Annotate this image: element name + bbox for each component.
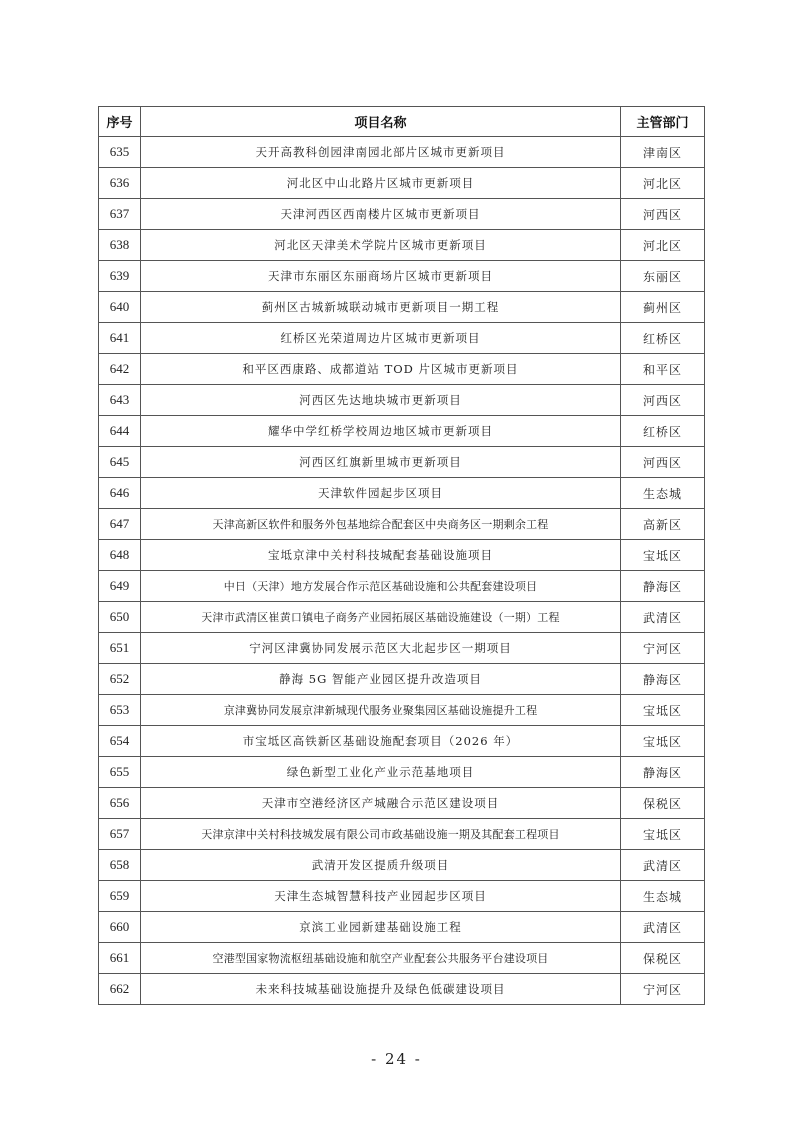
row-department: 红桥区 xyxy=(621,323,705,354)
row-serial-number: 647 xyxy=(99,509,141,540)
row-serial-number: 653 xyxy=(99,695,141,726)
table-row xyxy=(99,695,705,726)
row-serial-number: 644 xyxy=(99,416,141,447)
row-project-name: 天津高新区软件和服务外包基地综合配套区中央商务区一期剩余工程 xyxy=(141,509,621,540)
row-project-name: 静海 5G 智能产业园区提升改造项目 xyxy=(141,664,621,695)
row-department: 宝坻区 xyxy=(621,695,705,726)
row-project-name: 未来科技城基础设施提升及绿色低碳建设项目 xyxy=(141,974,621,1005)
row-serial-number: 658 xyxy=(99,850,141,881)
row-serial-number: 642 xyxy=(99,354,141,385)
header-project-name: 项目名称 xyxy=(141,107,621,137)
row-project-name: 河北区天津美术学院片区城市更新项目 xyxy=(141,230,621,261)
row-department: 宝坻区 xyxy=(621,726,705,757)
table-row xyxy=(99,540,705,571)
row-project-name: 天津河西区西南楼片区城市更新项目 xyxy=(141,199,621,230)
row-department: 津南区 xyxy=(621,137,705,168)
row-department: 河西区 xyxy=(621,447,705,478)
row-project-name: 天津生态城智慧科技产业园起步区项目 xyxy=(141,881,621,912)
row-serial-number: 652 xyxy=(99,664,141,695)
page-number: - 24 - xyxy=(371,1050,422,1068)
row-project-name: 蓟州区古城新城联动城市更新项目一期工程 xyxy=(141,292,621,323)
table-row xyxy=(99,199,705,230)
row-project-name: 武清开发区提质升级项目 xyxy=(141,850,621,881)
row-department: 生态城 xyxy=(621,478,705,509)
row-serial-number: 648 xyxy=(99,540,141,571)
row-project-name: 天津市空港经济区产城融合示范区建设项目 xyxy=(141,788,621,819)
row-project-name: 天津市武清区崔黄口镇电子商务产业园拓展区基础设施建设（一期）工程 xyxy=(141,602,621,633)
row-project-name: 河西区先达地块城市更新项目 xyxy=(141,385,621,416)
table-row xyxy=(99,850,705,881)
row-serial-number: 645 xyxy=(99,447,141,478)
table-row xyxy=(99,819,705,850)
header-serial-number: 序号 xyxy=(99,107,141,137)
row-department: 保税区 xyxy=(621,788,705,819)
row-project-name: 绿色新型工业化产业示范基地项目 xyxy=(141,757,621,788)
table-row xyxy=(99,137,705,168)
row-serial-number: 639 xyxy=(99,261,141,292)
row-serial-number: 662 xyxy=(99,974,141,1005)
row-project-name: 京津冀协同发展京津新城现代服务业聚集园区基础设施提升工程 xyxy=(141,695,621,726)
table-row xyxy=(99,788,705,819)
row-serial-number: 646 xyxy=(99,478,141,509)
row-department: 宁河区 xyxy=(621,633,705,664)
table-row xyxy=(99,757,705,788)
table-row xyxy=(99,323,705,354)
row-serial-number: 651 xyxy=(99,633,141,664)
row-project-name: 宝坻京津中关村科技城配套基础设施项目 xyxy=(141,540,621,571)
table-row xyxy=(99,168,705,199)
row-project-name: 红桥区光荣道周边片区城市更新项目 xyxy=(141,323,621,354)
row-department: 红桥区 xyxy=(621,416,705,447)
row-project-name: 天津软件园起步区项目 xyxy=(141,478,621,509)
header-row xyxy=(99,107,705,137)
row-department: 静海区 xyxy=(621,664,705,695)
row-department: 高新区 xyxy=(621,509,705,540)
row-project-name: 河西区红旗新里城市更新项目 xyxy=(141,447,621,478)
row-serial-number: 657 xyxy=(99,819,141,850)
row-department: 和平区 xyxy=(621,354,705,385)
row-serial-number: 637 xyxy=(99,199,141,230)
row-project-name: 河北区中山北路片区城市更新项目 xyxy=(141,168,621,199)
row-department: 武清区 xyxy=(621,912,705,943)
row-department: 静海区 xyxy=(621,757,705,788)
row-serial-number: 636 xyxy=(99,168,141,199)
row-project-name: 天开高教科创园津南园北部片区城市更新项目 xyxy=(141,137,621,168)
table-row xyxy=(99,881,705,912)
table-row xyxy=(99,726,705,757)
table-row xyxy=(99,354,705,385)
table-row xyxy=(99,230,705,261)
row-project-name: 京滨工业园新建基础设施工程 xyxy=(141,912,621,943)
row-serial-number: 654 xyxy=(99,726,141,757)
row-project-name: 中日（天津）地方发展合作示范区基础设施和公共配套建设项目 xyxy=(141,571,621,602)
header-department: 主管部门 xyxy=(621,107,705,137)
project-table-container xyxy=(98,106,704,1005)
row-serial-number: 661 xyxy=(99,943,141,974)
row-department: 静海区 xyxy=(621,571,705,602)
row-department: 宁河区 xyxy=(621,974,705,1005)
row-department: 河西区 xyxy=(621,199,705,230)
row-department: 河北区 xyxy=(621,168,705,199)
row-serial-number: 659 xyxy=(99,881,141,912)
row-serial-number: 640 xyxy=(99,292,141,323)
row-project-name: 耀华中学红桥学校周边地区城市更新项目 xyxy=(141,416,621,447)
table-row xyxy=(99,416,705,447)
row-project-name: 天津市东丽区东丽商场片区城市更新项目 xyxy=(141,261,621,292)
row-department: 保税区 xyxy=(621,943,705,974)
row-serial-number: 655 xyxy=(99,757,141,788)
row-serial-number: 650 xyxy=(99,602,141,633)
table-row xyxy=(99,478,705,509)
table-row xyxy=(99,292,705,323)
table-row xyxy=(99,974,705,1005)
row-department: 生态城 xyxy=(621,881,705,912)
project-table xyxy=(98,106,705,1005)
row-serial-number: 649 xyxy=(99,571,141,602)
row-serial-number: 656 xyxy=(99,788,141,819)
row-department: 武清区 xyxy=(621,850,705,881)
table-row xyxy=(99,664,705,695)
table-row xyxy=(99,912,705,943)
row-serial-number: 641 xyxy=(99,323,141,354)
row-serial-number: 660 xyxy=(99,912,141,943)
row-serial-number: 638 xyxy=(99,230,141,261)
row-department: 武清区 xyxy=(621,602,705,633)
row-serial-number: 635 xyxy=(99,137,141,168)
table-header xyxy=(99,107,705,137)
table-row xyxy=(99,261,705,292)
row-project-name: 市宝坻区高铁新区基础设施配套项目（2026 年） xyxy=(141,726,621,757)
row-serial-number: 643 xyxy=(99,385,141,416)
table-body xyxy=(99,137,705,1005)
row-department: 蓟州区 xyxy=(621,292,705,323)
row-department: 河西区 xyxy=(621,385,705,416)
row-project-name: 空港型国家物流枢纽基础设施和航空产业配套公共服务平台建设项目 xyxy=(141,943,621,974)
row-project-name: 天津京津中关村科技城发展有限公司市政基础设施一期及其配套工程项目 xyxy=(141,819,621,850)
row-department: 宝坻区 xyxy=(621,819,705,850)
table-row xyxy=(99,633,705,664)
row-project-name: 和平区西康路、成都道站 TOD 片区城市更新项目 xyxy=(141,354,621,385)
row-department: 东丽区 xyxy=(621,261,705,292)
table-row xyxy=(99,571,705,602)
table-row xyxy=(99,509,705,540)
table-row xyxy=(99,447,705,478)
table-row xyxy=(99,602,705,633)
row-department: 宝坻区 xyxy=(621,540,705,571)
table-row xyxy=(99,943,705,974)
table-row xyxy=(99,385,705,416)
row-department: 河北区 xyxy=(621,230,705,261)
row-project-name: 宁河区津冀协同发展示范区大北起步区一期项目 xyxy=(141,633,621,664)
